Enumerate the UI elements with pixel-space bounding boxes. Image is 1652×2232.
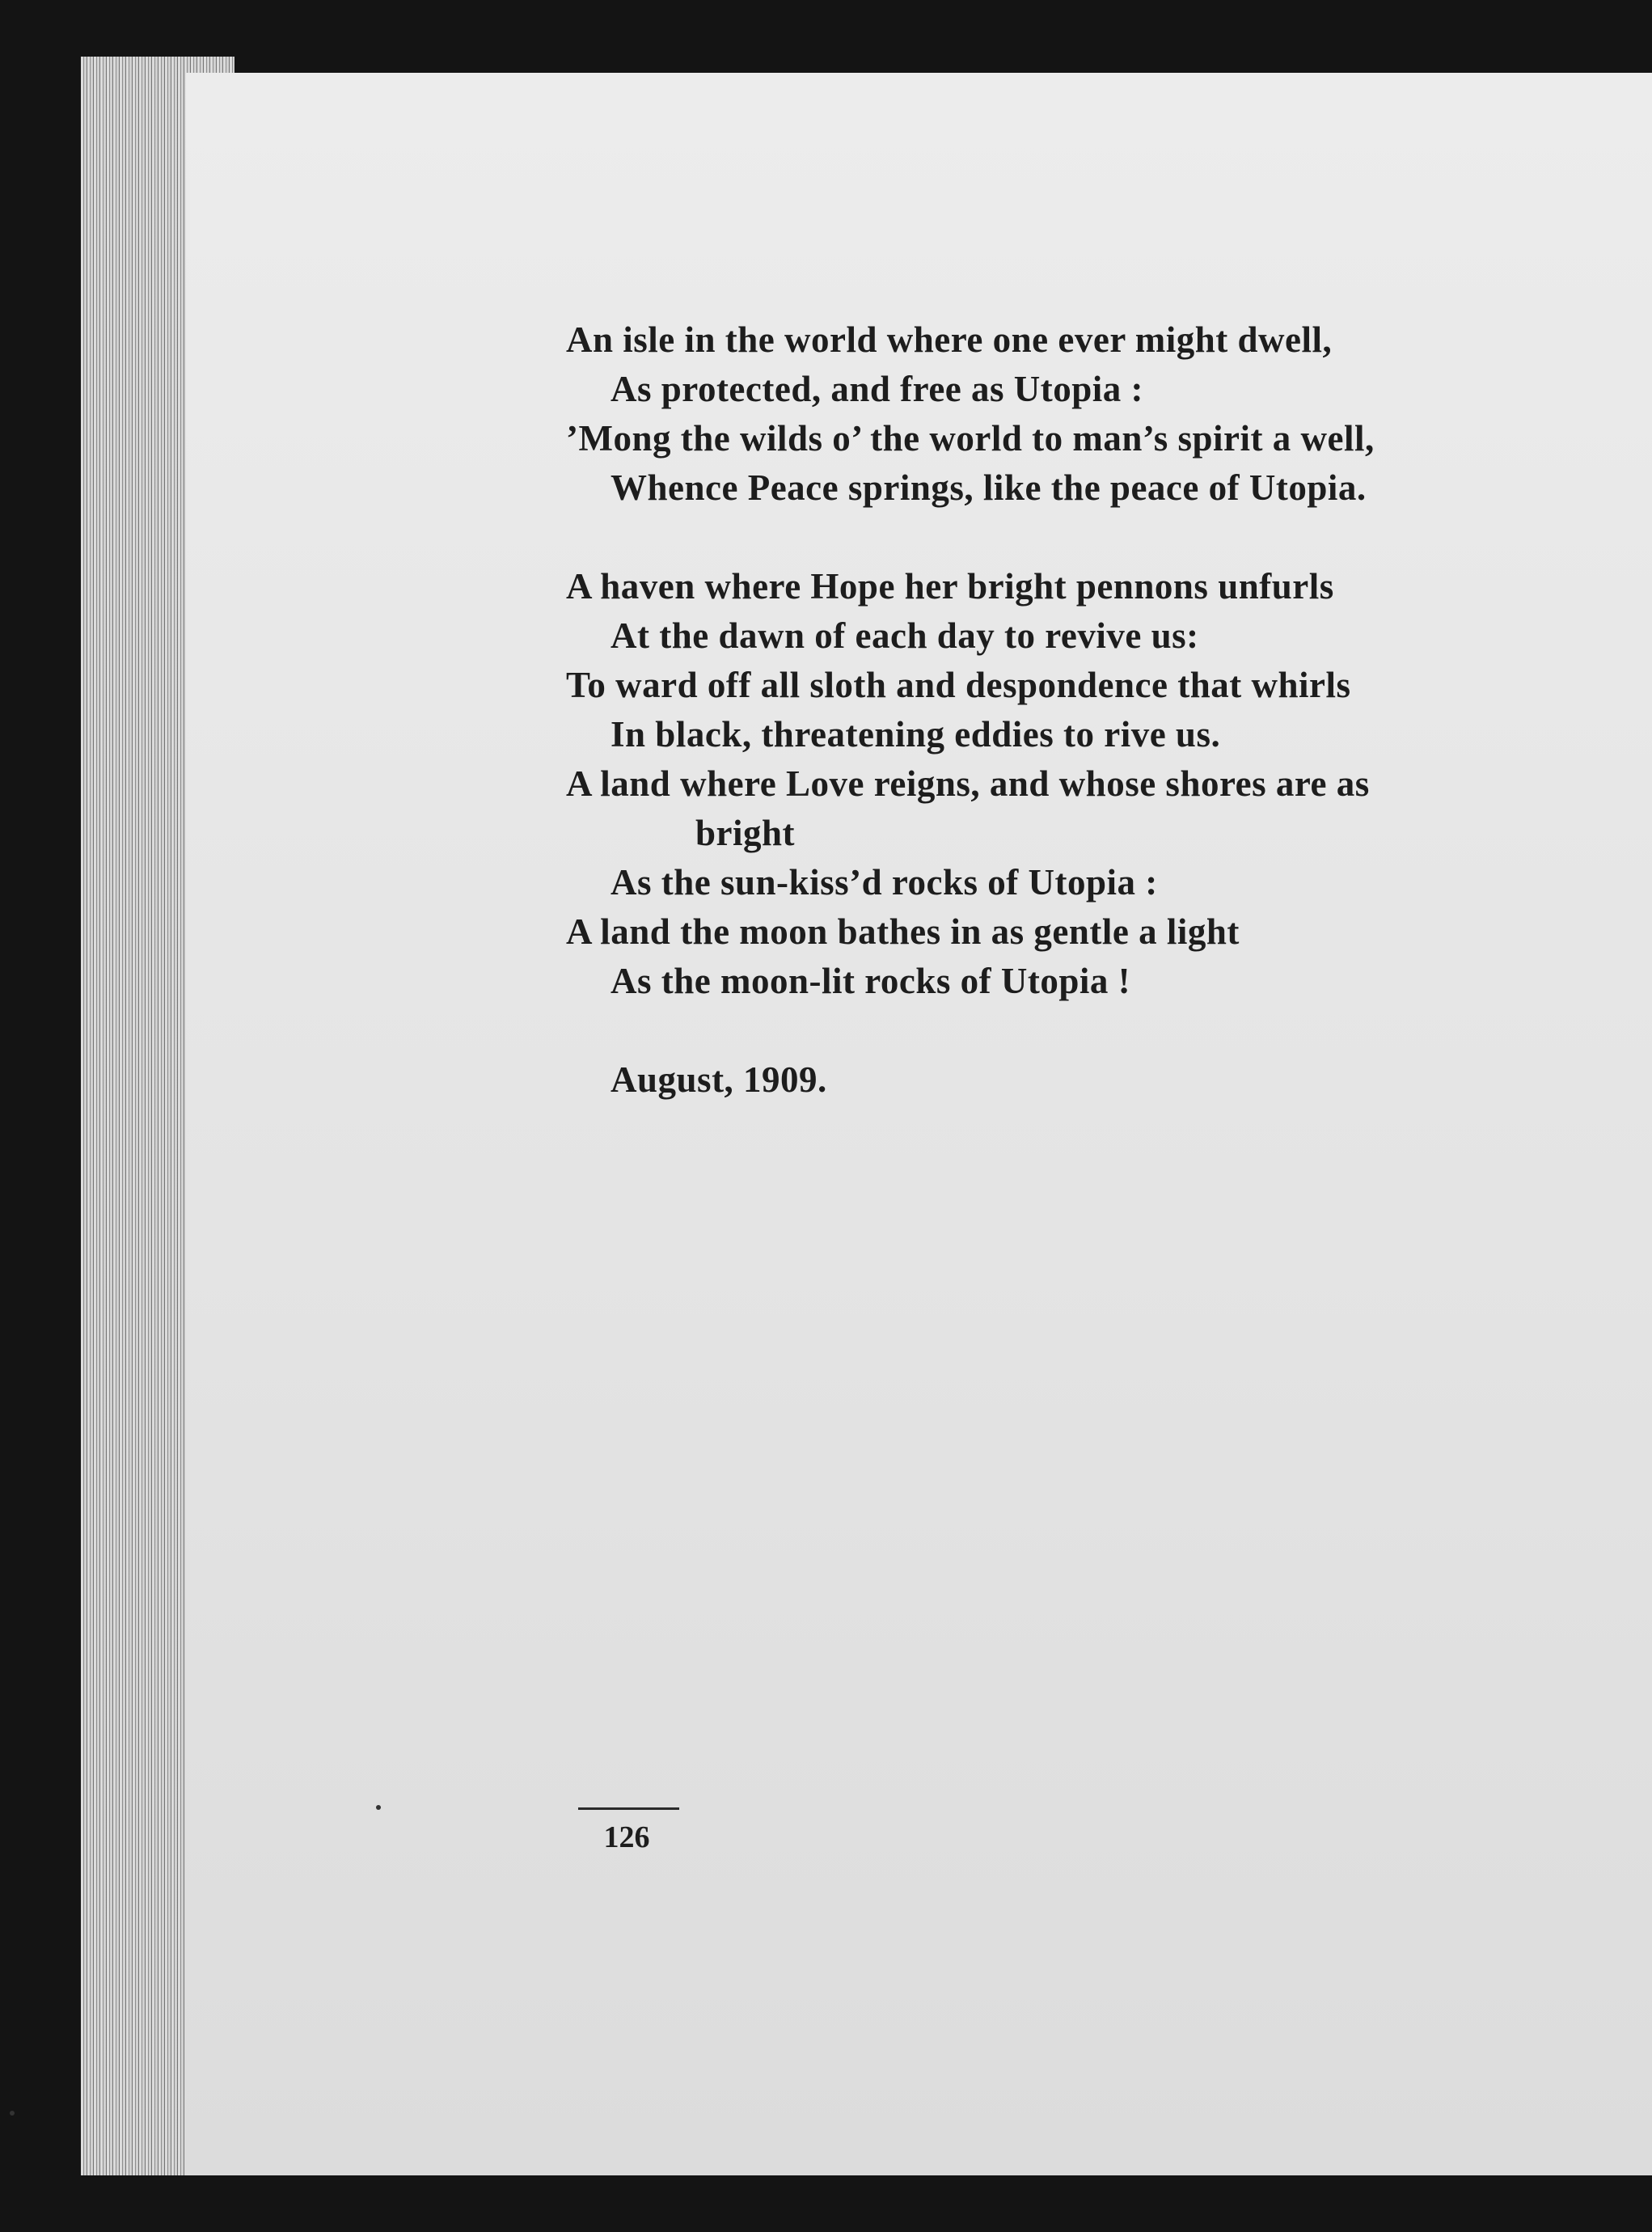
footer-rule: [578, 1807, 679, 1810]
poem-line: bright: [695, 813, 796, 853]
poem-line: ’Mong the wilds o’ the world to man’s spirit a well,: [566, 418, 1375, 459]
poem-line: A haven where Hope her bright pennons unfurls: [566, 566, 1334, 607]
page-number: 126: [603, 1820, 650, 1854]
scan-speck: [376, 1805, 381, 1810]
poem-line: Whence Peace springs, like the peace of Utopia.: [611, 467, 1367, 508]
poem-line: To ward off all sloth and despondence that whirls: [566, 665, 1351, 705]
poem-line: As the sun-kiss’d rocks of Utopia :: [611, 862, 1158, 903]
poem-line: At the dawn of each day to revive us:: [611, 615, 1199, 656]
poem-dateline: August, 1909.: [611, 1059, 827, 1100]
poem-text: [566, 315, 1617, 1105]
poem-stanza: [566, 562, 1617, 1006]
poem-stanzas: [566, 315, 1617, 1006]
poem-stanza: [566, 315, 1617, 513]
poem-line: As protected, and free as Utopia :: [611, 369, 1144, 409]
scan-speck: [10, 2111, 15, 2116]
poem-line: A land where Love reigns, and whose shores are as: [566, 763, 1370, 804]
poem-line: An isle in the world where one ever might dwell,: [566, 319, 1333, 360]
poem-line: In black, threatening eddies to rive us.: [611, 714, 1221, 755]
poem-line: As the moon-lit rocks of Utopia !: [611, 961, 1131, 1001]
poem-line: A land the moon bathes in as gentle a light: [566, 911, 1240, 952]
